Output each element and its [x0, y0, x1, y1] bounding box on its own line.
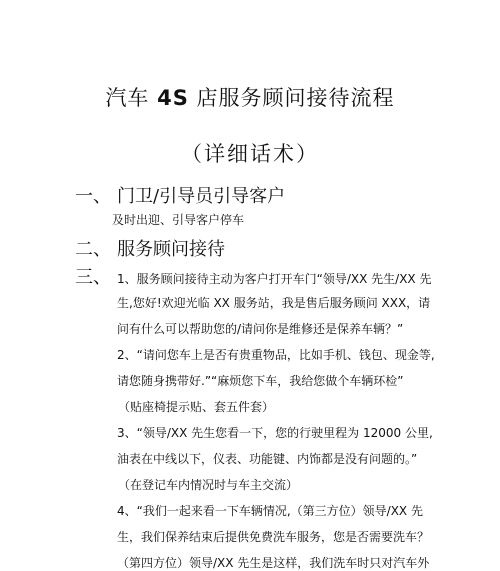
- body-line: 4、“我们一起来看一下车辆情况,（第三方位）领导/XX 先: [117, 504, 423, 518]
- body-line: 问有什么可以帮助您的/请问你是维修还是保养车辆？”: [117, 322, 404, 336]
- section-number: 二、: [75, 239, 111, 260]
- body-line: （第四方位）领导/XX 先生是这样，我们洗车时只对汽车外: [117, 556, 430, 570]
- section-title: 服务顾问接待: [117, 239, 225, 260]
- body-line: 请您随身携带好.”“麻烦您下车，我给您做个车辆环检”: [117, 374, 404, 388]
- title-suffix: 店服务顾问接待流程: [188, 86, 395, 110]
- section-title: 门卫/引导员引导客户: [117, 186, 286, 207]
- section-heading-2: [75, 235, 225, 261]
- section-heading-3: [75, 263, 117, 289]
- body-line: 3、“领导/XX 先生您看一下，您的行驶里程为 12000 公里,: [117, 426, 433, 440]
- body-line: 生，我们保养结束后提供免费洗车服务，您是否需要洗车？: [117, 530, 430, 544]
- section-number: 三、: [75, 267, 111, 288]
- body-line: （在登记车内情况时与车主交流）: [118, 478, 299, 492]
- body-line: 生,您好!欢迎光临 XX 服务站，我是售后服务顾问 XXX，请: [117, 296, 431, 310]
- body-line: 1、服务顾问接待主动为客户打开车门“领导/XX 先生/XX 先: [117, 272, 432, 286]
- title-bold: 4S: [157, 86, 189, 110]
- body-line: （贴座椅提示贴、套五件套）: [118, 400, 275, 414]
- section-heading-1: [75, 182, 285, 208]
- body-line: 油表在中线以下，仪表、功能键、内饰都是没有问题的。”: [117, 452, 418, 466]
- document-title: [0, 82, 500, 112]
- title-prefix: 汽车: [105, 86, 158, 110]
- section-note: 及时出迎、引导客户停车: [112, 213, 245, 227]
- document-subtitle: （详细话术）: [181, 142, 319, 166]
- section-number: 一、: [75, 186, 111, 207]
- body-line: 2、“请问您车上是否有贵重物品，比如手机、钱包、现金等,: [117, 348, 435, 362]
